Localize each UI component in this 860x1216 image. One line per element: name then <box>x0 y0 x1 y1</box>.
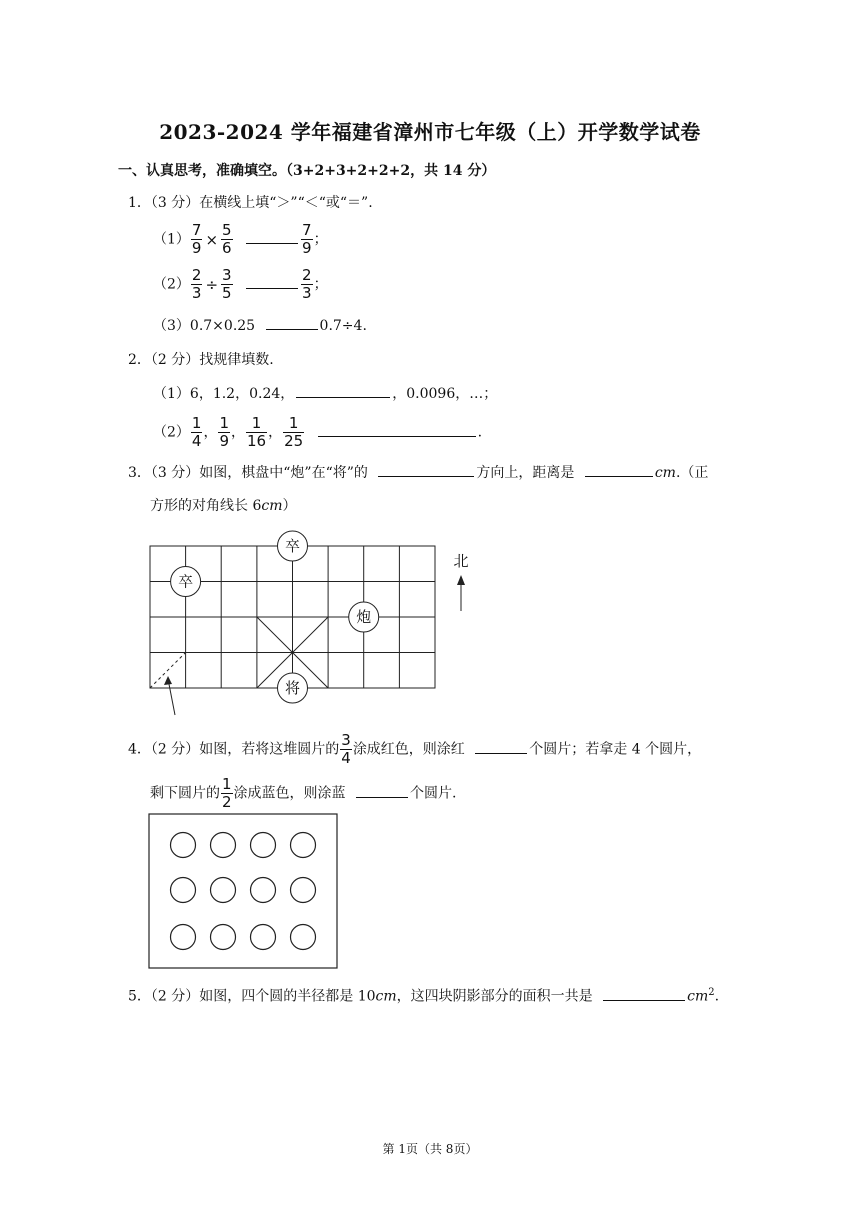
disc <box>171 925 196 950</box>
fraction <box>340 732 352 767</box>
figure-frame <box>149 814 337 968</box>
denominator: 9 <box>191 239 202 257</box>
numerator: 1 <box>219 414 230 432</box>
q2-part2 <box>153 415 482 450</box>
expression: 0.7×0.25 <box>189 318 256 334</box>
q3-text: ） <box>282 498 297 514</box>
answer-blank[interactable] <box>296 383 390 398</box>
denominator: 16 <box>247 432 267 450</box>
answer-blank[interactable] <box>603 986 685 1001</box>
disc <box>211 878 236 903</box>
piece-zu-top <box>278 531 308 561</box>
fraction <box>283 415 304 450</box>
q2-part1 <box>153 383 497 404</box>
chessboard-figure <box>140 525 480 720</box>
q3-text: 方向上，距离是 <box>476 465 575 481</box>
q2-p2-label: （2） <box>153 424 190 441</box>
denominator: 9 <box>219 432 230 450</box>
separator: ， <box>203 424 218 441</box>
denominator: 6 <box>222 239 232 257</box>
q1-p2-label: （2） <box>153 276 190 293</box>
fraction <box>301 222 313 257</box>
disc <box>171 878 196 903</box>
svg-text:卒: 卒 <box>178 572 194 591</box>
answer-blank[interactable] <box>246 229 298 244</box>
numerator: 1 <box>222 775 232 793</box>
superscript: 2 <box>708 987 715 998</box>
operator: ÷ <box>205 275 219 294</box>
denominator: 9 <box>302 239 312 257</box>
q5-text: 5．（2 分）如图，四个圆的半径都是 10 <box>128 988 376 1005</box>
numerator: 7 <box>302 221 312 239</box>
q5-line <box>128 983 719 1007</box>
q4-text: 个圆片；若拿走 4 个圆片， <box>529 741 702 758</box>
disc <box>251 878 276 903</box>
punctuation: . <box>477 424 483 441</box>
page-title: 2023-2024 学年福建省漳州市七年级（上）开学数学试卷 <box>159 120 701 144</box>
q1-p1-label: （1） <box>153 231 190 248</box>
answer-blank[interactable] <box>266 315 318 330</box>
sequence-text: 6，1.2，0.24， <box>189 386 295 402</box>
numerator: 3 <box>341 731 351 749</box>
fraction <box>246 415 267 450</box>
q3-line1 <box>128 462 708 483</box>
q1-stem: 1．（3 分）在横线上填“＞”“＜“或“＝”. <box>128 195 373 211</box>
unit: cm <box>375 988 397 1005</box>
numerator: 2 <box>191 266 202 284</box>
pointer-arrowhead <box>164 676 172 685</box>
fraction <box>191 415 203 450</box>
section-heading: 一、认真思考，准确填空。（3+2+3+2+2+2，共 14 分） <box>118 163 496 179</box>
disc-pile-figure <box>148 813 340 971</box>
pointer-line <box>168 679 175 715</box>
q2-stem: 2．（2 分）找规律填数. <box>128 352 274 368</box>
sequence-text: ，0.0096，…； <box>392 386 498 402</box>
numerator: 1 <box>246 415 267 433</box>
q1-p3-label: （3） <box>153 318 190 334</box>
q5-text: ，这四块阴影部分的面积一共是 <box>396 988 593 1005</box>
numerator: 1 <box>191 414 202 432</box>
q4-text: 4．（2 分）如图，若将这堆圆片的 <box>128 741 340 758</box>
disc <box>291 878 316 903</box>
page-footer: 第 1页（共 8页） <box>382 1142 478 1156</box>
q4-text: 涂成蓝色，则涂蓝 <box>233 785 346 802</box>
disc <box>291 833 316 858</box>
piece-zu-left <box>171 567 201 597</box>
numerator: 7 <box>191 221 202 239</box>
north-indicator <box>453 552 468 611</box>
fraction <box>218 415 230 450</box>
answer-blank[interactable] <box>318 422 476 437</box>
numerator: 1 <box>283 415 304 433</box>
denominator: 25 <box>284 432 304 450</box>
piece-pao <box>349 602 379 632</box>
q1-part3 <box>153 315 367 336</box>
q4-line1 <box>128 732 701 767</box>
denominator: 4 <box>341 749 351 767</box>
q4-text: 剩下圆片的 <box>150 785 220 802</box>
denominator: 4 <box>191 432 202 450</box>
svg-text:炮: 炮 <box>356 608 372 626</box>
q4-text: 个圆片. <box>410 785 457 802</box>
answer-blank[interactable] <box>356 783 408 798</box>
fraction <box>221 776 233 811</box>
operator: × <box>205 230 219 249</box>
denominator: 5 <box>222 284 232 302</box>
answer-blank[interactable] <box>246 274 298 289</box>
disc <box>211 833 236 858</box>
disc <box>211 925 236 950</box>
disc <box>171 833 196 858</box>
svg-text:将: 将 <box>284 679 301 697</box>
answer-blank[interactable] <box>378 462 474 477</box>
denominator: 2 <box>222 793 232 811</box>
fraction <box>221 267 233 302</box>
q4-line2 <box>150 776 456 811</box>
piece-jiang <box>278 673 308 703</box>
unit: cm <box>687 988 709 1005</box>
q3-text: .（正 <box>675 465 709 481</box>
answer-blank[interactable] <box>475 739 527 754</box>
denominator: 3 <box>191 284 202 302</box>
svg-text:卒: 卒 <box>284 537 301 555</box>
separator: ， <box>231 424 246 441</box>
separator: ， <box>268 424 283 441</box>
fraction <box>221 222 233 257</box>
answer-blank[interactable] <box>585 462 653 477</box>
q3-text: 方形的对角线长 6 <box>150 498 262 514</box>
numerator: 2 <box>302 266 312 284</box>
fraction <box>301 267 313 302</box>
q1-part2 <box>153 267 328 302</box>
q1-part1 <box>153 222 328 257</box>
q4-text: 涂成红色，则涂红 <box>352 741 465 758</box>
q3-line2 <box>150 496 296 516</box>
numerator: 5 <box>222 221 232 239</box>
q2-p1-label: （1） <box>153 386 190 402</box>
disc <box>251 925 276 950</box>
numerator: 3 <box>222 266 232 284</box>
fraction <box>191 267 203 302</box>
punctuation: ； <box>313 231 328 248</box>
q3-text: 3．（3 分）如图，棋盘中“炮”在“将”的 <box>128 465 368 481</box>
unit: cm <box>654 465 676 481</box>
north-arrow-icon <box>457 575 465 585</box>
disc <box>251 833 276 858</box>
punctuation: ； <box>313 276 328 293</box>
north-label: 北 <box>453 552 469 570</box>
denominator: 3 <box>302 284 312 302</box>
punctuation: . <box>714 988 720 1005</box>
expression: 0.7÷4. <box>319 318 367 334</box>
disc <box>291 925 316 950</box>
fraction <box>191 222 203 257</box>
unit: cm <box>261 498 283 514</box>
